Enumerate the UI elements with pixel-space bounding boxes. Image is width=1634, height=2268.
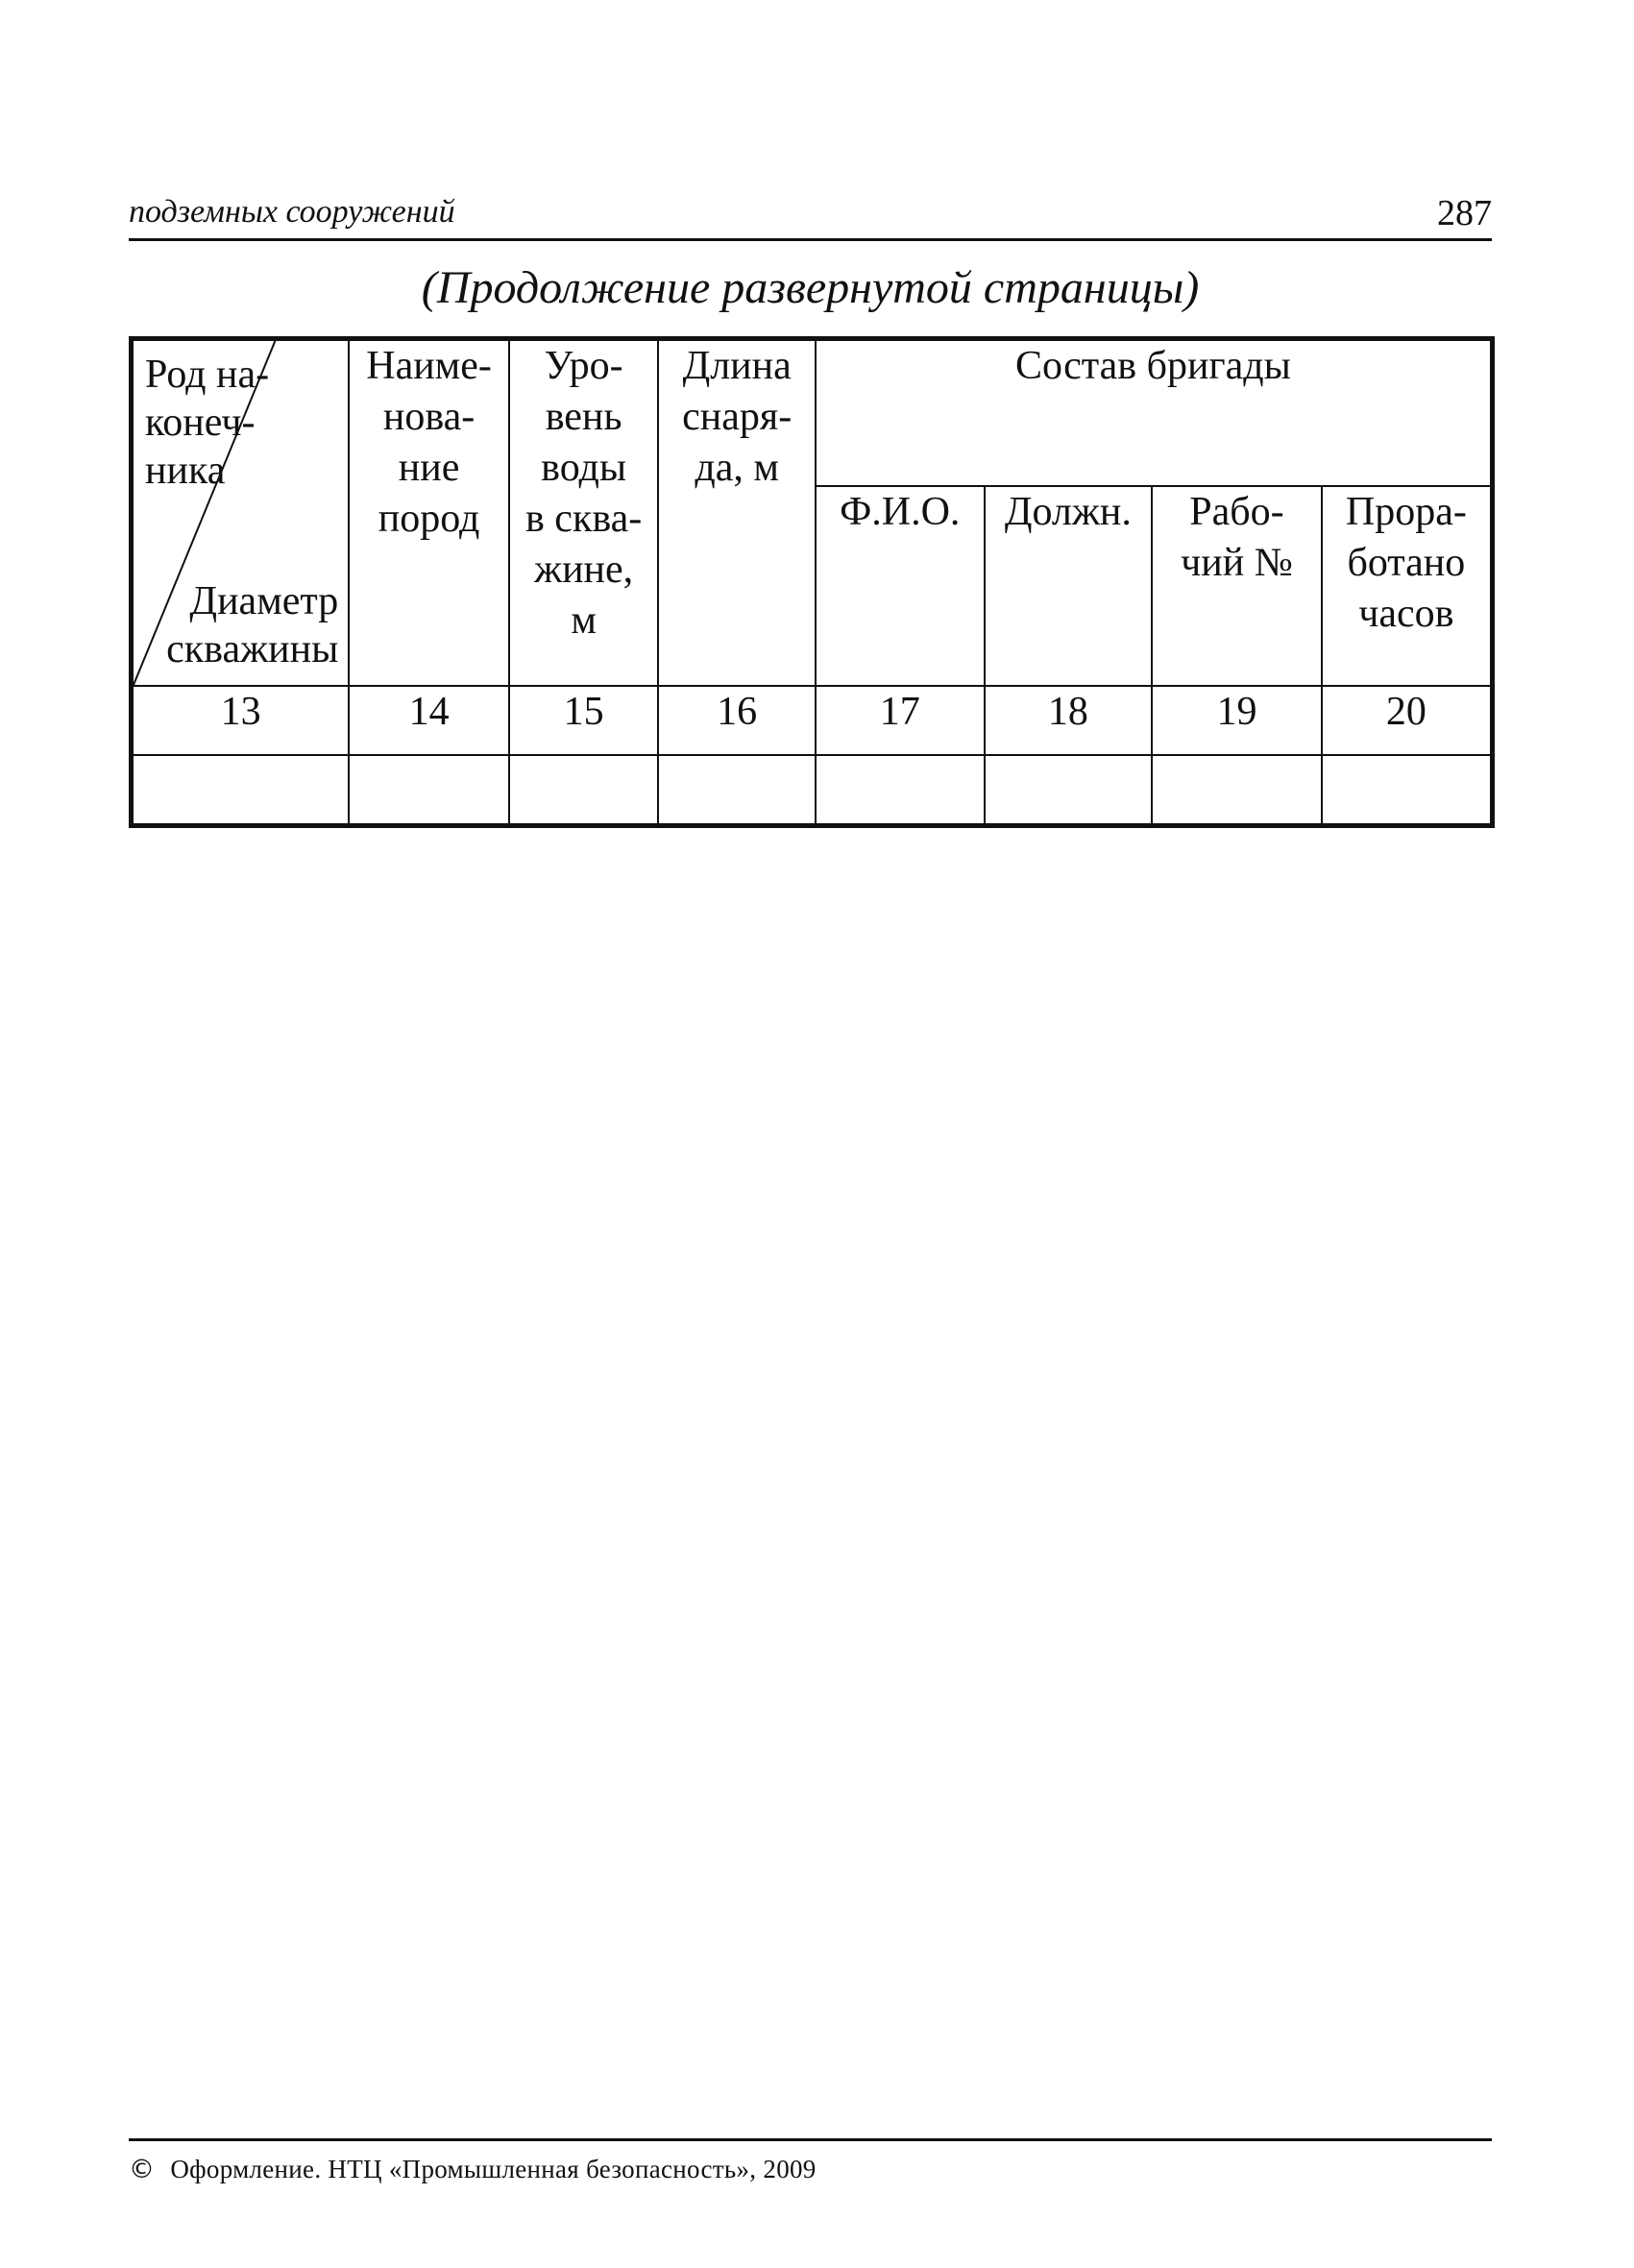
empty-entry-row [132, 755, 1493, 826]
header-water-level: Уро- вень воды в сква- жине, м [509, 339, 659, 687]
header-hours-worked: Прора- ботано часов [1322, 486, 1493, 686]
drilling-form-table [129, 336, 1495, 828]
column-number: 16 [658, 686, 816, 755]
column-number: 19 [1152, 686, 1322, 755]
column-number: 18 [985, 686, 1153, 755]
column-number: 20 [1322, 686, 1493, 755]
empty-cell [1322, 755, 1493, 826]
column-number: 13 [132, 686, 350, 755]
header-tip-type: Род на- конеч- ника [145, 353, 270, 493]
copyright-symbol: © [129, 2155, 156, 2184]
table-caption: (Продолжение развернутой страницы) [421, 262, 1200, 313]
page-footer [129, 2138, 1492, 2184]
empty-cell [1152, 755, 1322, 826]
running-head [129, 188, 1492, 241]
empty-cell [132, 755, 350, 826]
column-number: 17 [816, 686, 985, 755]
header-diagonal-cell [132, 339, 350, 687]
empty-cell [509, 755, 659, 826]
header-full-name: Ф.И.О. [816, 486, 985, 686]
header-tool-length: Длина снаря- да, м [658, 339, 816, 687]
empty-cell [816, 755, 985, 826]
section-title: подземных сооружений [129, 194, 455, 230]
empty-cell [349, 755, 509, 826]
header-well-diameter: Диаметр скважины [166, 579, 339, 671]
header-crew-composition: Состав бригады [816, 339, 1493, 487]
header-worker-number: Рабо- чий № [1152, 486, 1322, 686]
empty-cell [658, 755, 816, 826]
header-rock-name: Наиме- нова- ние пород [349, 339, 509, 687]
footer-text: Оформление. НТЦ «Промышленная безопасность», 2009 [170, 2155, 817, 2183]
header-row-1 [132, 339, 1493, 487]
column-number: 15 [509, 686, 659, 755]
header-position: Должн. [985, 486, 1153, 686]
page-number: 287 [1437, 193, 1492, 233]
column-number: 14 [349, 686, 509, 755]
empty-cell [985, 755, 1153, 826]
column-number-row [132, 686, 1493, 755]
